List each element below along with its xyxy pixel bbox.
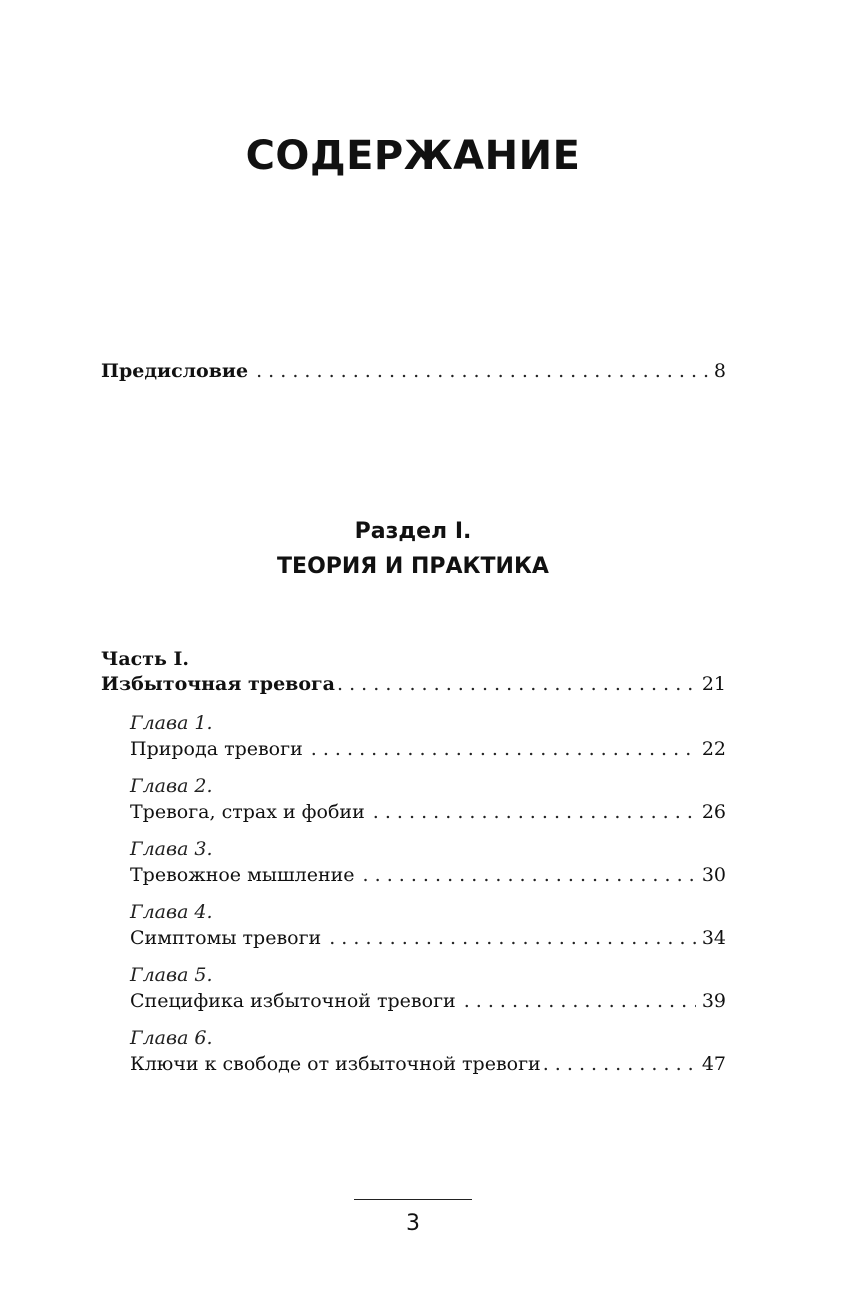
page-title: СОДЕРЖАНИЕ (245, 133, 581, 179)
dot-leader (337, 671, 696, 697)
chapter-5-label: Глава 5. (130, 964, 213, 986)
part-number: Часть I. (101, 648, 190, 670)
toc-entry-chapter-4[interactable] (130, 925, 726, 951)
footer-rule (354, 1199, 472, 1200)
toc-entry-label: Тревожное мышление (130, 864, 355, 886)
toc-entry-label: Предисловие (101, 360, 249, 382)
toc-entry-label: Тревога, страх и фобии (130, 801, 365, 823)
toc-entry-page: 8 (713, 360, 726, 382)
toc-entry-chapter-3[interactable] (130, 862, 726, 888)
section-number: Раздел I. (354, 519, 472, 544)
toc-entry-part[interactable] (101, 671, 726, 697)
dot-leader (363, 862, 696, 888)
toc-entry-page: 47 (701, 1053, 726, 1075)
section-title: ТЕОРИЯ И ПРАКТИКА (277, 554, 549, 579)
toc-entry-chapter-6[interactable] (130, 1051, 726, 1077)
toc-entry-page: 39 (701, 990, 726, 1012)
dot-leader (464, 988, 696, 1014)
toc-entry-page: 34 (701, 927, 726, 949)
chapter-2-label: Глава 2. (130, 775, 213, 797)
dot-leader (373, 799, 696, 825)
toc-entry-page: 30 (701, 864, 726, 886)
toc-entry-page: 21 (701, 673, 726, 695)
toc-entry-label: Симптомы тревоги (130, 927, 322, 949)
toc-entry-label: Избыточная тревога (101, 673, 335, 695)
toc-entry-chapter-5[interactable] (130, 988, 726, 1014)
chapter-6-label: Глава 6. (130, 1027, 213, 1049)
dot-leader (329, 925, 696, 951)
toc-entry-chapter-2[interactable] (130, 799, 726, 825)
dot-leader (543, 1051, 696, 1077)
chapter-3-label: Глава 3. (130, 838, 213, 860)
page-number: 3 (406, 1211, 420, 1236)
toc-entry-chapter-1[interactable] (130, 736, 726, 762)
chapter-1-label: Глава 1. (130, 712, 213, 734)
toc-entry-label: Природа тревоги (130, 738, 303, 760)
dot-leader (311, 736, 696, 762)
toc-entry-page: 22 (701, 738, 726, 760)
dot-leader (256, 358, 708, 384)
toc-entry-page: 26 (701, 801, 726, 823)
chapter-4-label: Глава 4. (130, 901, 213, 923)
toc-entry-preface[interactable] (101, 358, 726, 384)
toc-entry-label: Специфика избыточной тревоги (130, 990, 456, 1012)
toc-entry-label: Ключи к свободе от избыточной тревоги (130, 1053, 541, 1075)
